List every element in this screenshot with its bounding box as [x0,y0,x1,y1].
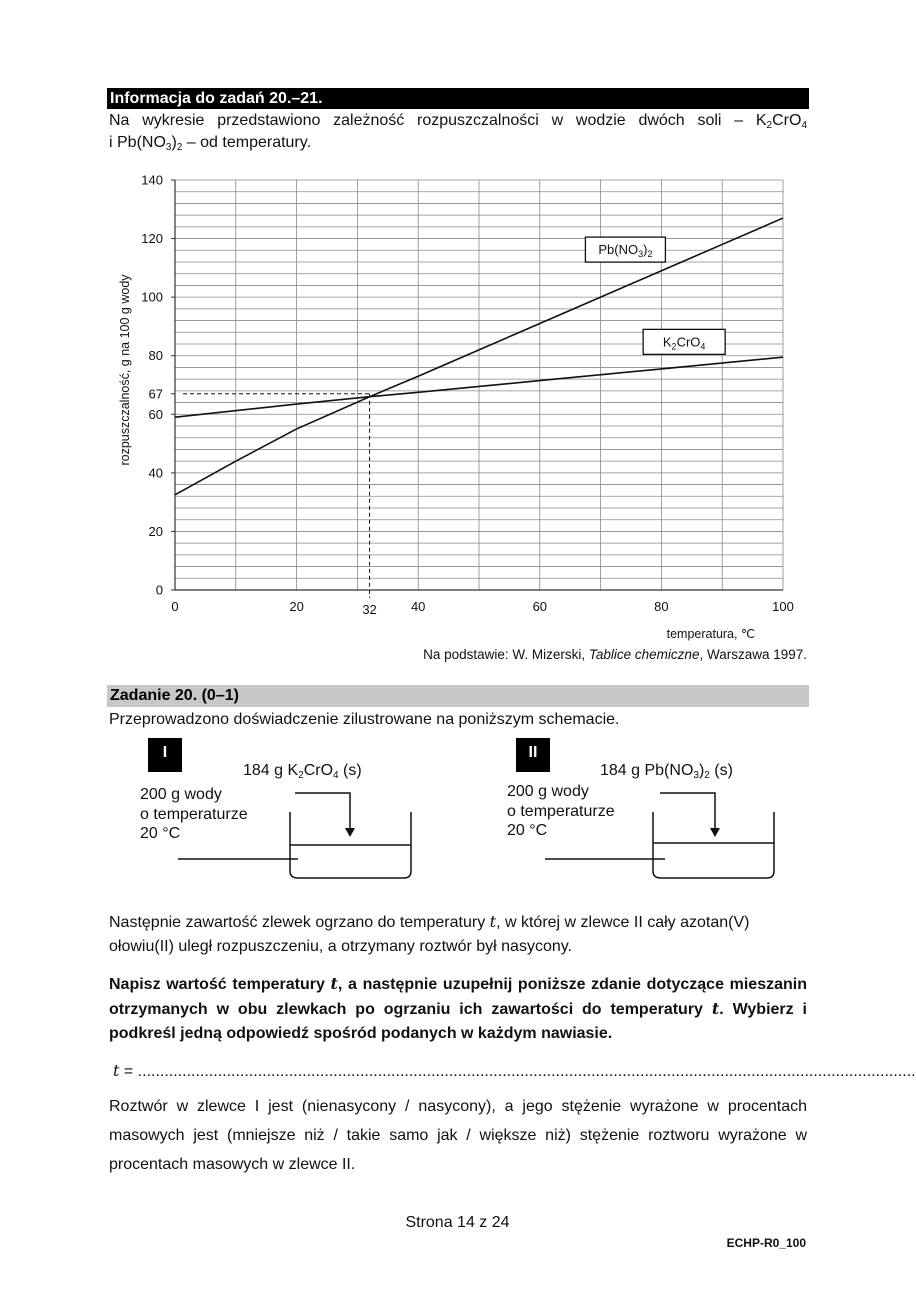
x-tick-label: 100 [772,599,794,614]
y-tick-label: 40 [148,465,163,481]
task-description: Przeprowadzono doświadczenie zilustrowane na poniższym schemacie. [109,711,620,728]
solubility-chart [105,165,805,645]
intro-line-1: Na wykresie przedstawiono zależność rozpuszczalności w wodzie dwóch soli – $K_2CrO_4$ [109,112,807,131]
task-instruction: Napisz wartość temperatury t, a następnie uzupełnij poniższe zdanie dotyczące mieszanin otrzymanych w obu zlewkach po ogrzaniu ich zawartości do temperatury t. Wybierz i podkreśl jedną odpowiedź spośród podanych w każdym nawiasie. [109,974,807,1042]
x-tick-label: 32 [362,602,377,617]
arrow-head-i [345,828,355,837]
exam-code: ECHP-R0_100 [726,1236,806,1250]
water-label-ii: 200 g wody o temperaturze 20 °C [507,783,615,839]
answer-line[interactable]: t = ............................................................................................................................................................................... [113,1061,916,1080]
salt-arrow-ii [660,793,715,833]
salt-label-ii: 184 g $Pb(NO_3)_2$ (s) [600,762,733,781]
y-tick-label: 100 [141,289,163,305]
x-axis-label: temperatura, ℃ [666,627,755,641]
x-tick-label: 40 [410,599,426,614]
water-label-i: 200 g wody o temperaturze 20 °C [140,786,248,842]
y-tick-label: 67 [148,386,163,402]
page-number: Strona 14 z 24 [405,1214,510,1231]
series-label-2: $K_2CrO_4$ [662,334,706,352]
x-tick-label: 80 [654,599,669,614]
x-tick-label: 0 [171,599,179,614]
y-tick-label: 20 [148,523,163,539]
completion-sentence[interactable]: Roztwór w zlewce I jest (nienasycony / nasycony), a jego stężenie wyrażone w procentach masowych jest (mniejsze niż / takie samo jak / większe niż) stężenie roztworu wyrażone w procentach masowych w zlewce II. [109,1098,807,1173]
y-tick-label: 120 [141,231,163,247]
arrow-head-ii [710,828,720,837]
x-tick-label: 20 [289,599,304,614]
beaker-i-drawing [170,785,430,885]
intro-text [109,110,807,154]
chart-source: Na podstawie: W. Mizerski, Tablice chemiczne, Warszawa 1997. [423,647,807,662]
follow-text: Następnie zawartość zlewek ogrzano do temperatury t, w której w zlewce II cały azotan(V) ołowiu(II) uległ rozpuszczeniu, a otrzymany roztwór był nasycony. [109,912,750,955]
task-header: Zadanie 20. (0–1) [107,685,809,707]
salt-label-i: 184 g $K_2CrO_4$ (s) [243,762,362,781]
series-label-1: $Pb(NO_3)_2$ [598,242,653,260]
y-tick-label: 60 [148,406,163,422]
x-tick-label: 60 [532,599,548,614]
y-axis-label: rozpuszczalność, g na 100 g wody [118,274,132,466]
salt-arrow-i [295,793,350,833]
beaker-ii [653,812,774,878]
y-tick-label: 140 [141,172,163,188]
beaker-label-ii: II [516,738,550,772]
y-tick-label: 0 [155,582,163,598]
beaker-ii-drawing [535,785,795,885]
intro-line-2: i $Pb(NO_3)_2$ – od temperatury. [109,134,312,153]
beaker-label-i: I [148,738,182,772]
info-header: Informacja do zadań 20.–21. [107,88,809,109]
y-tick-label: 80 [148,348,163,364]
